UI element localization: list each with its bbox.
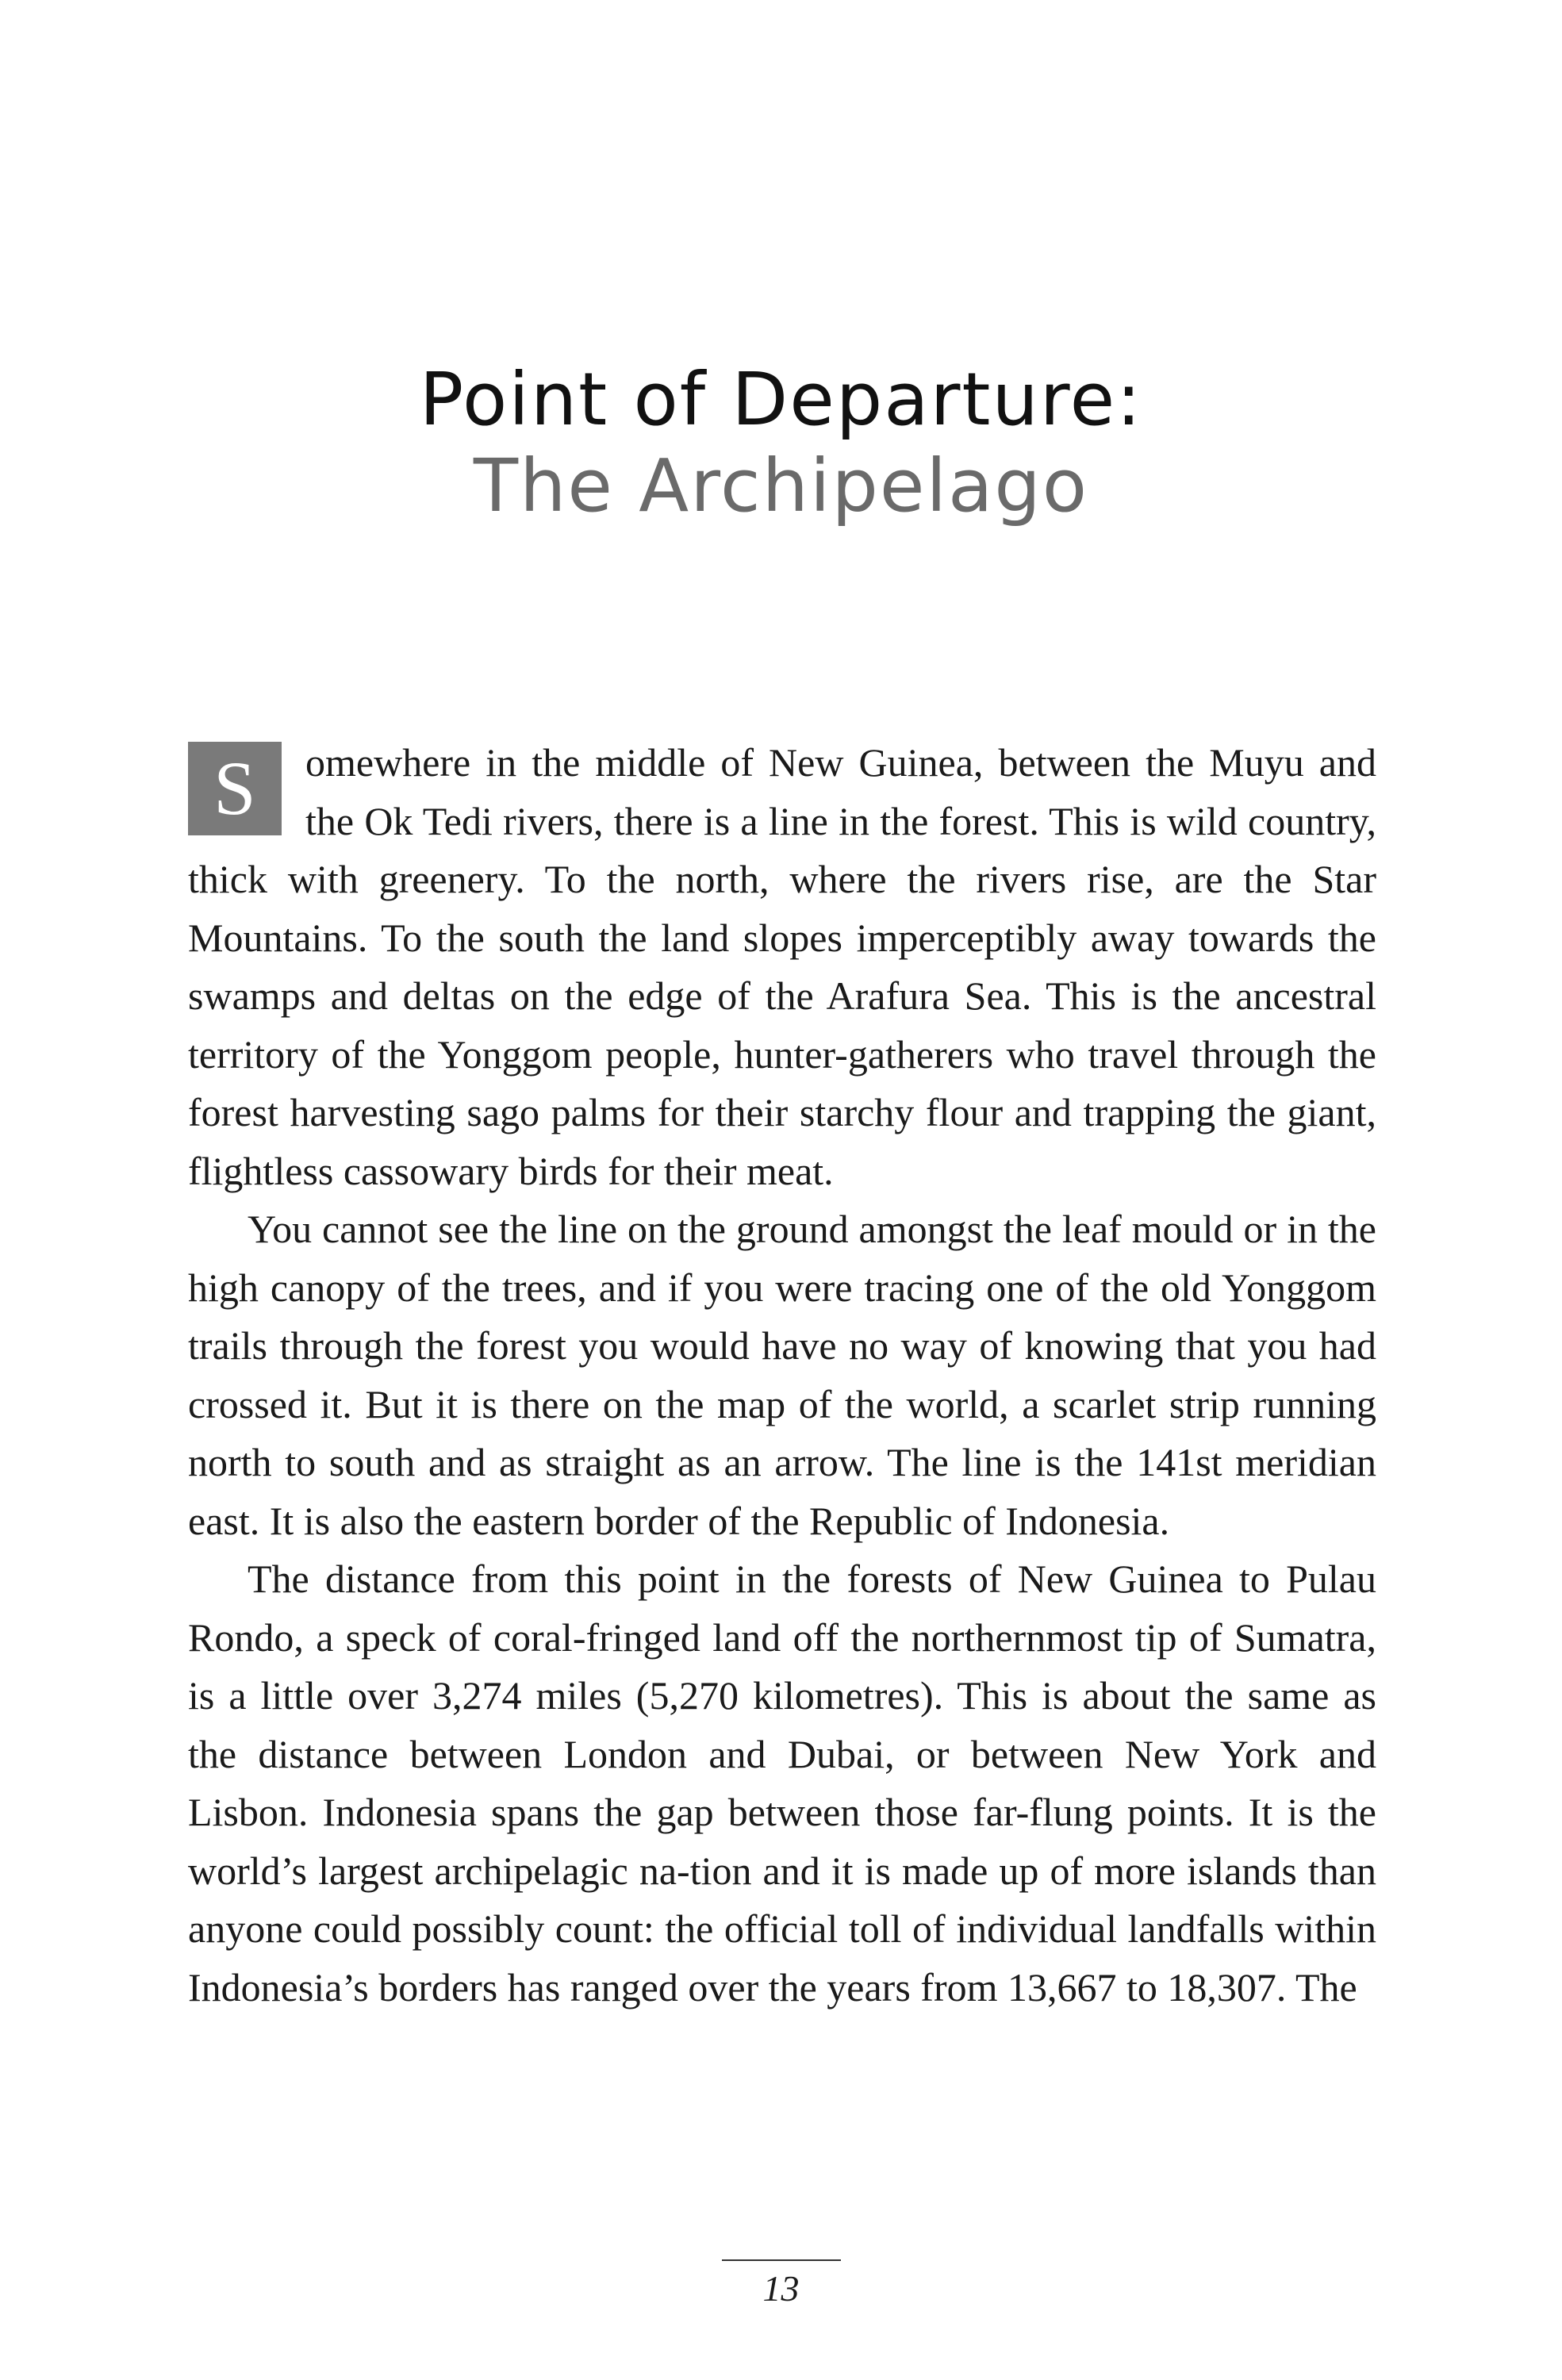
folio-rule [722, 2259, 841, 2261]
chapter-title-line-2: The Archipelago [473, 443, 1089, 528]
chapter-title-line-1: Point of Departure: [419, 357, 1143, 442]
drop-cap: S [188, 742, 282, 835]
paragraph-1-text: omewhere in the middle of New Guinea, between the Muyu and the Ok Tedi rivers, there is a line in the forest. This is wild country, thick with greenery. To the north, where the rivers rise, are the Star Mountains. To the south the land slopes imperceptibly away towards the swamps and deltas on the edge of the Arafura Sea. This is the ancestral territory of the Yonggom people, hunter-gatherers who travel through the forest harvesting sago palms for their starchy flour and trapping the giant, flightless cassowary birds for their meat. [188, 740, 1376, 1193]
paragraph-1 [188, 734, 1376, 1200]
paragraph-2: You cannot see the line on the ground amongst the leaf mould or in the high canopy of the trees, and if you were tracing one of the old Yonggom trails through the forest you would have no way of knowing that you had crossed it. But it is there on the map of the world, a scarlet strip running north to south and as straight as an arrow. The line is the 141st meridian east. It is also the eastern border of the Republic of Indonesia. [188, 1207, 1376, 1543]
chapter-title [0, 357, 1562, 529]
paragraph-3: The distance from this point in the forests of New Guinea to Pulau Rondo, a speck of coral-fringed land off the northernmost tip of Sumatra, is a little over 3,274 miles (5,270 kilometres). This is about the same as the distance between London and Dubai, or between New York and Lisbon. Indonesia spans the gap between those far-flung points. It is the world’s largest archipelagic na-tion and it is made up of more islands than anyone could possibly count: the official toll of individual landfalls within Indonesia’s borders has ranged over the years from 13,667 to 18,307. The [188, 1557, 1376, 2010]
page-number: 13 [762, 2268, 800, 2309]
body-text [188, 734, 1376, 2017]
